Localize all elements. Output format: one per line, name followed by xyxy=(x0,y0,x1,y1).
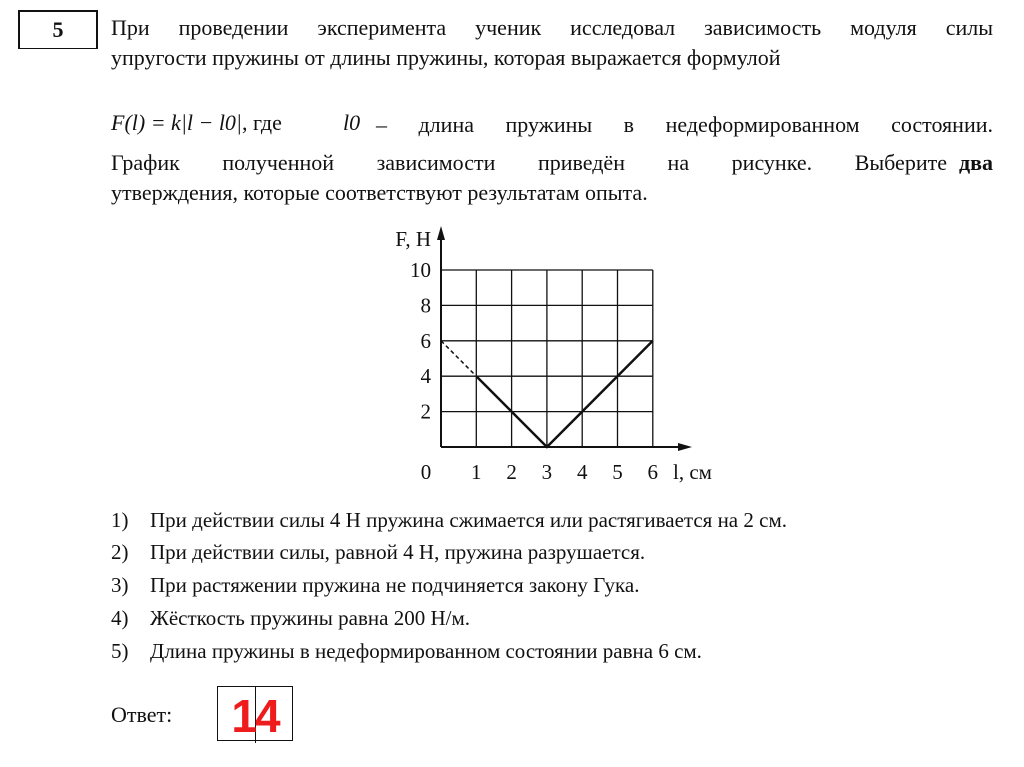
option-5 xyxy=(111,638,702,664)
task-text-line-3-main: График полученной зависимости приведён на рисунке. Выберите xyxy=(111,150,947,175)
option-2 xyxy=(111,539,645,565)
option-number: 4) xyxy=(111,606,129,630)
x-tick-label: 2 xyxy=(506,460,517,484)
y-tick-label: 4 xyxy=(420,364,431,389)
y-tick-label: 10 xyxy=(410,258,431,282)
series-extrapolated xyxy=(441,341,476,376)
l0-symbol: l0 xyxy=(343,110,361,135)
y-axis-arrow xyxy=(437,226,445,240)
answer-label: Ответ: xyxy=(111,702,173,727)
bold-word: два xyxy=(958,150,993,175)
option-1 xyxy=(111,507,787,533)
x-tick-label: 0 xyxy=(420,460,432,484)
chart xyxy=(360,220,720,490)
y-tick-label: 2 xyxy=(420,399,431,424)
x-tick-label: 3 xyxy=(541,460,553,484)
task-number: 5 xyxy=(18,10,98,48)
y-tick-label: 6 xyxy=(420,328,431,353)
x-tick-label: 1 xyxy=(471,460,482,484)
task-text-line-3 xyxy=(111,150,993,176)
option-4 xyxy=(111,605,470,631)
x-tick-label: 6 xyxy=(647,460,659,484)
option-3 xyxy=(111,572,639,598)
series-measured xyxy=(476,341,653,447)
task-text-line-4: утверждения, которые соответствуют результатам опыта. xyxy=(111,180,648,205)
answer-box[interactable] xyxy=(217,686,293,741)
formula-description: – длина пружины в недеформированном состоянии. xyxy=(376,112,993,137)
y-axis-label: F, Н xyxy=(395,227,431,251)
x-axis-label: l, см xyxy=(673,460,712,484)
option-number: 5) xyxy=(111,639,129,663)
task-text-line-1: При проведении эксперимента ученик исследовал зависимость модуля силы xyxy=(111,15,993,40)
option-text: При действии силы, равной 4 Н, пружина разрушается. xyxy=(150,540,646,564)
option-text: При растяжении пружина не подчиняется закону Гука. xyxy=(150,573,640,597)
x-tick-label: 5 xyxy=(612,460,623,484)
x-axis-arrow xyxy=(678,443,692,451)
y-tick-label: 8 xyxy=(420,293,431,318)
formula xyxy=(111,110,282,136)
answer-value: 14 xyxy=(231,690,279,742)
option-number: 1) xyxy=(111,508,129,532)
formula-tail: , где xyxy=(241,110,282,135)
x-tick-label: 4 xyxy=(576,460,588,484)
option-number: 3) xyxy=(111,573,129,597)
option-text: Длина пружины в недеформированном состоянии равна 6 см. xyxy=(150,639,702,663)
option-text: При действии силы 4 Н пружина сжимается или растягивается на 2 см. xyxy=(150,508,787,532)
option-number: 2) xyxy=(111,540,129,564)
formula-expression: F(l) = k|l − l0| xyxy=(111,110,242,135)
option-text: Жёсткость пружины равна 200 Н/м. xyxy=(150,606,470,630)
task-text-line-2: упругости пружины от длины пружины, которая выражается формулой xyxy=(111,45,781,70)
